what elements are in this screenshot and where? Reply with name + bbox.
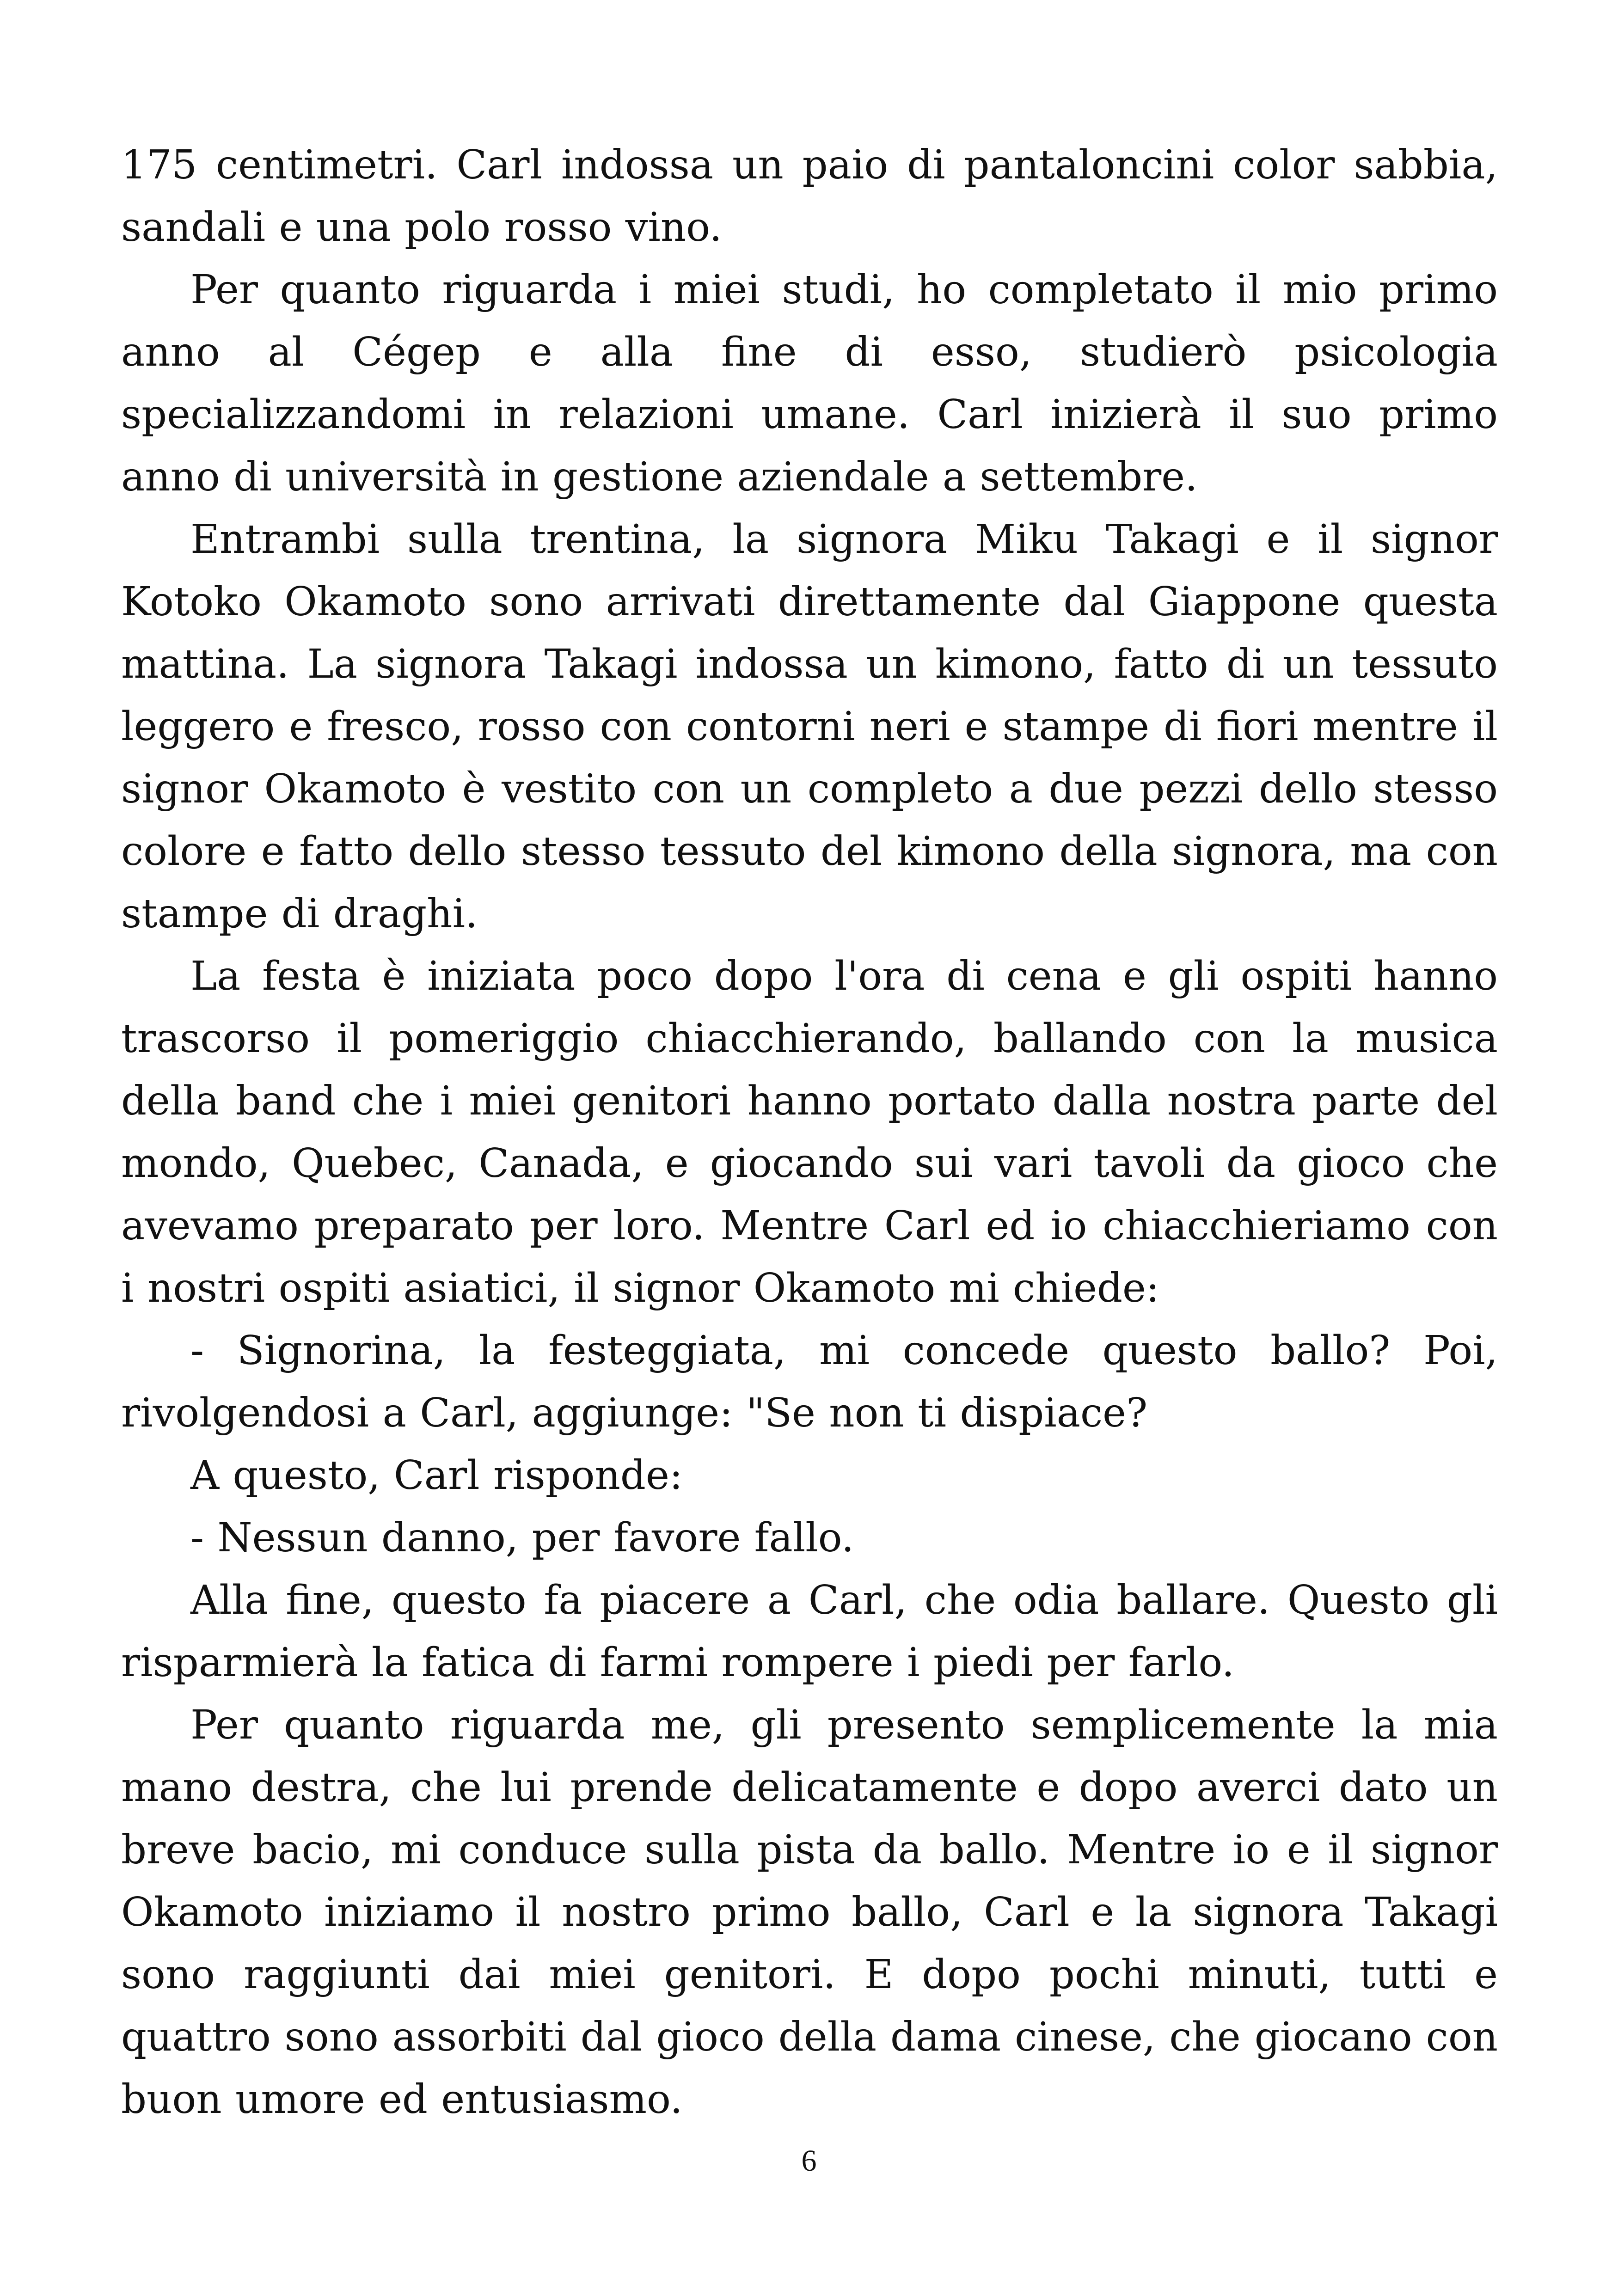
paragraph-studies: Per quanto riguarda i miei studi, ho completato il mio primo anno al Cégep e alla fine di esso, studierò psicologia specializzandomi in relazioni umane. Carl inizierà il suo primo anno di università in gestione aziendale a settembre. xyxy=(121,267,1498,500)
page-number: 6 xyxy=(801,2144,817,2178)
paragraph-carl-answers: A questo, Carl risponde: xyxy=(190,1452,683,1499)
paragraph-party: La festa è iniziata poco dopo l'ora di cena e gli ospiti hanno trascorso il pomeriggio chiacchierando, ballando con la musica della band che i miei genitori hanno portato dalla nostra parte del mondo, Quebec, Canada, e giocando sui vari tavoli da gioco che avevamo preparato per loro. Mentre Carl ed io chiacchieriamo con i nostri ospiti asiatici, il signor Okamoto mi chiede: xyxy=(121,953,1498,1311)
body-text xyxy=(121,134,1498,2131)
paragraph-first-dance: Per quanto riguarda me, gli presento semplicemente la mia mano destra, che lui prende delicatamente e dopo averci dato un breve bacio, mi conduce sulla pista da ballo. Mentre io e il signor Okamoto iniziamo il nostro primo ballo, Carl e la signora Takagi sono raggiunti dai miei genitori. E dopo pochi minuti, tutti e quattro sono assorbiti dal gioco della dama cinese, che giocano con buon umore ed entusiasmo. xyxy=(121,1702,1498,2123)
paragraph-guests: Entrambi sulla trentina, la signora Miku Takagi e il signor Kotoko Okamoto sono arrivati direttamente dal Giappone questa mattina. La signora Takagi indossa un kimono, fatto di un tessuto leggero e fresco, rosso con contorni neri e stampe di fiori mentre il signor Okamoto è vestito con un completo a due pezzi dello stesso colore e fatto dello stesso tessuto del kimono della signora, ma con stampe di draghi. xyxy=(121,516,1498,937)
paragraph-continuation: 175 centimetri. Carl indossa un paio di pantaloncini color sabbia, sandali e una polo rosso vino. xyxy=(121,142,1498,251)
paragraph-carl-dancing: Alla fine, questo fa piacere a Carl, che odia ballare. Questo gli risparmierà la fatica di farmi rompere i piedi per farlo. xyxy=(121,1577,1498,1686)
dialogue-okamoto: - Signorina, la festeggiata, mi concede questo ballo? Poi, rivolgendosi a Carl, aggiunge: "Se non ti dispiace? xyxy=(121,1328,1498,1436)
dialogue-carl: - Nessun danno, per favore fallo. xyxy=(190,1515,854,1561)
